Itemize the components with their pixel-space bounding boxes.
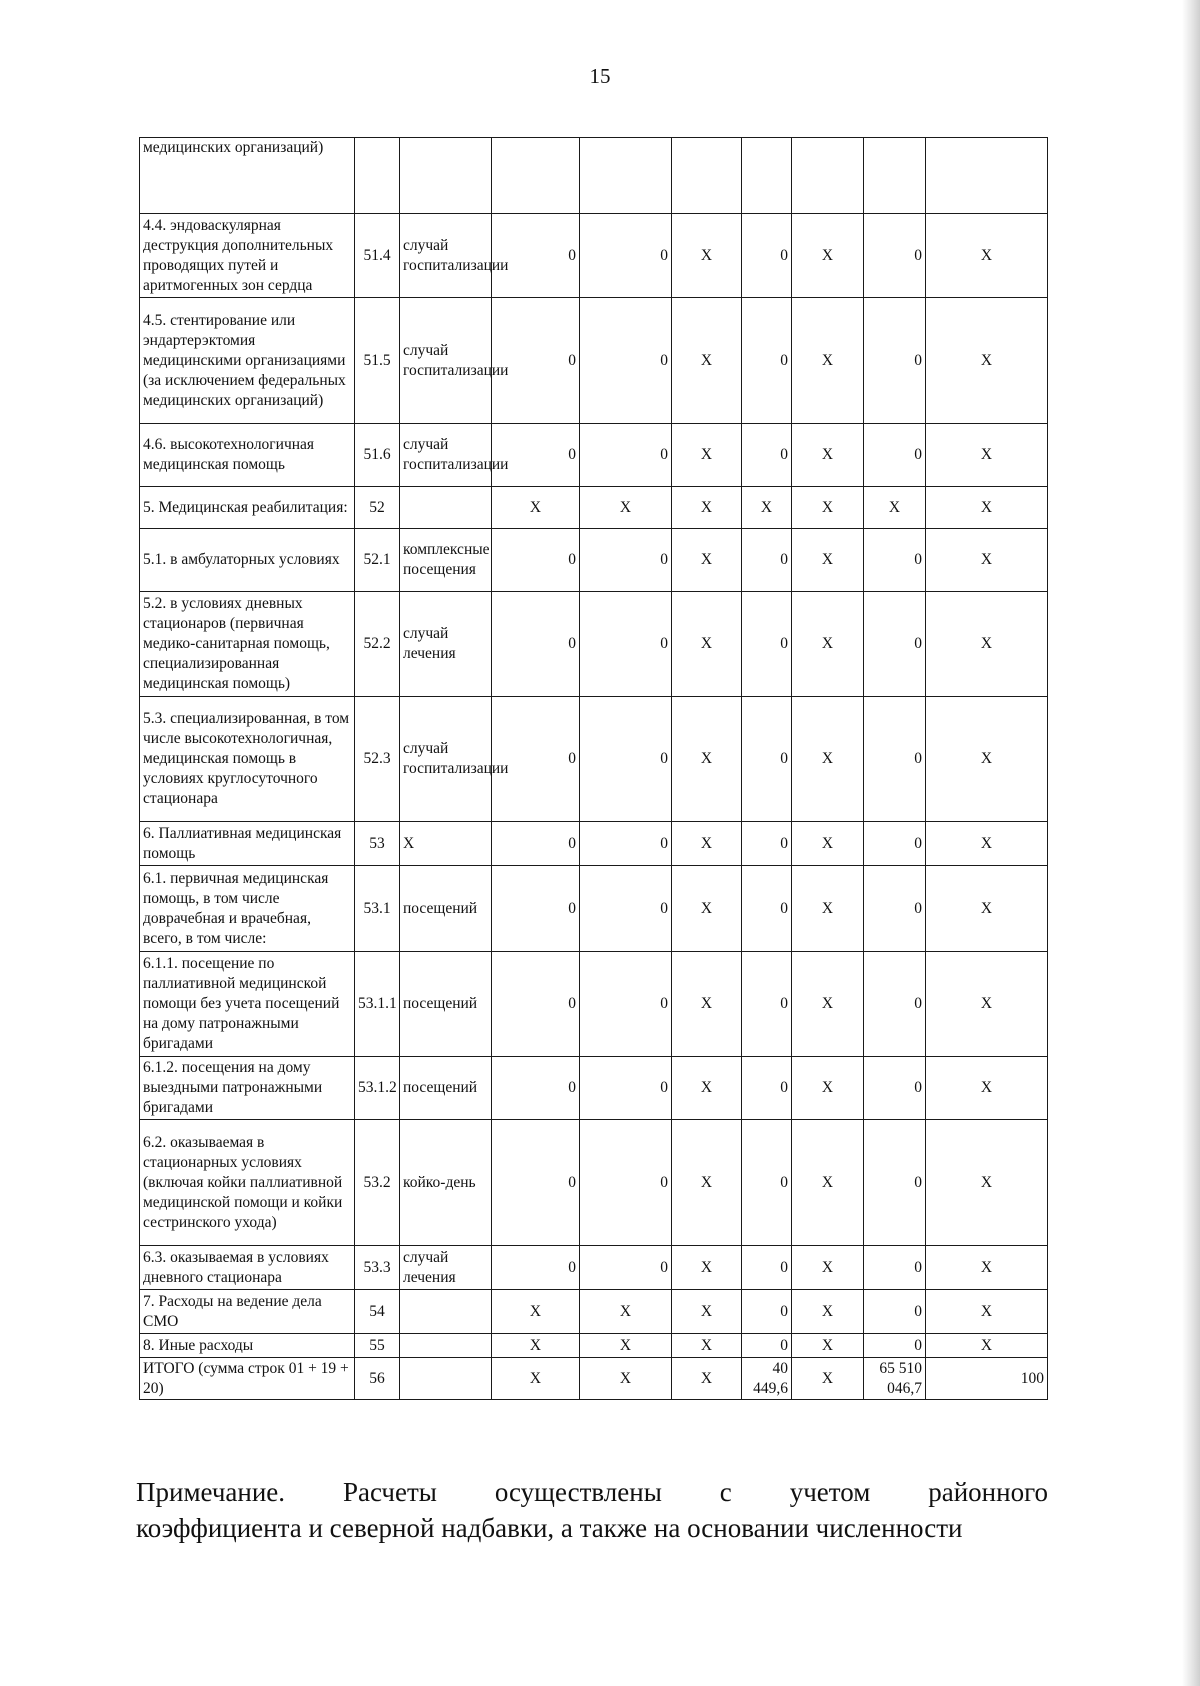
- value-cell: 0: [742, 214, 792, 298]
- value-cell: 0: [580, 866, 672, 952]
- value-cell: 0: [492, 866, 580, 952]
- row-name-cell: 4.6. высокотехнологичная медицинская помощь: [140, 424, 355, 487]
- value-cell: X: [492, 487, 580, 529]
- row-code-cell: 56: [355, 1358, 400, 1400]
- value-cell: X: [672, 697, 742, 822]
- table-row: [140, 487, 1048, 529]
- row-unit-cell: случай госпитализации: [400, 298, 492, 424]
- row-name-cell: 5.1. в амбулаторных условиях: [140, 529, 355, 592]
- value-cell: 0: [742, 1334, 792, 1358]
- row-name-cell: 5. Медицинская реабилитация:: [140, 487, 355, 529]
- row-code-cell: 53.3: [355, 1246, 400, 1290]
- row-name-cell: 6. Паллиативная медицинская помощь: [140, 822, 355, 866]
- value-cell: 0: [742, 1290, 792, 1334]
- row-unit-cell: [400, 487, 492, 529]
- value-cell: X: [742, 487, 792, 529]
- value-cell: X: [792, 487, 864, 529]
- value-cell: X: [580, 1290, 672, 1334]
- row-code-cell: 52.2: [355, 592, 400, 697]
- value-cell: 0: [864, 424, 926, 487]
- row-name-cell: 4.5. стентирование или эндартерэктомия медицинскими организациями (за исключением федеральных медицинских организаций): [140, 298, 355, 424]
- value-cell: X: [926, 592, 1048, 697]
- value-cell: 0: [864, 697, 926, 822]
- row-unit-cell: [400, 138, 492, 214]
- value-cell: X: [926, 424, 1048, 487]
- value-cell: X: [672, 1290, 742, 1334]
- value-cell: X: [792, 592, 864, 697]
- value-cell: X: [792, 1290, 864, 1334]
- value-cell: 0: [580, 1120, 672, 1246]
- row-name-cell: 6.1.1. посещение по паллиативной медицинской помощи без учета посещений на дому патронажными бригадами: [140, 952, 355, 1057]
- value-cell: X: [792, 214, 864, 298]
- value-cell: 0: [492, 529, 580, 592]
- footnote-word: Примечание.: [136, 1477, 286, 1507]
- value-cell: 0: [492, 1120, 580, 1246]
- table-row: [140, 952, 1048, 1057]
- value-cell: X: [492, 1290, 580, 1334]
- value-cell: X: [926, 866, 1048, 952]
- value-cell: X: [672, 424, 742, 487]
- value-cell: [580, 138, 672, 214]
- value-cell: 0: [580, 298, 672, 424]
- value-cell: 0: [742, 592, 792, 697]
- row-name-cell: 5.3. специализированная, в том числе высокотехнологичная, медицинская помощь в условиях круглосуточного стационара: [140, 697, 355, 822]
- value-cell: X: [580, 487, 672, 529]
- table-row: [140, 1120, 1048, 1246]
- value-cell: X: [672, 1246, 742, 1290]
- value-cell: X: [792, 822, 864, 866]
- table-row: [140, 1290, 1048, 1334]
- table-row: [140, 592, 1048, 697]
- value-cell: X: [672, 592, 742, 697]
- table-row: [140, 298, 1048, 424]
- value-cell: 0: [580, 1246, 672, 1290]
- row-name-cell: медицинских организаций): [140, 138, 355, 214]
- value-cell: 0: [864, 1290, 926, 1334]
- value-cell: 0: [864, 1057, 926, 1120]
- value-cell: X: [672, 487, 742, 529]
- value-cell: X: [792, 1120, 864, 1246]
- value-cell: X: [926, 214, 1048, 298]
- scan-edge-shadow: [1182, 0, 1200, 1686]
- value-cell: 0: [864, 1120, 926, 1246]
- value-cell: X: [672, 866, 742, 952]
- table-row: [140, 1246, 1048, 1290]
- row-unit-cell: комплексные посещения: [400, 529, 492, 592]
- row-unit-cell: посещений: [400, 866, 492, 952]
- row-unit-cell: койко-день: [400, 1120, 492, 1246]
- value-cell: X: [792, 1358, 864, 1400]
- value-cell: X: [492, 1358, 580, 1400]
- value-cell: X: [792, 529, 864, 592]
- value-cell: [672, 138, 742, 214]
- value-cell: 0: [864, 1246, 926, 1290]
- row-code-cell: 51.5: [355, 298, 400, 424]
- value-cell: 0: [864, 592, 926, 697]
- value-cell: X: [792, 866, 864, 952]
- value-cell: 0: [580, 529, 672, 592]
- row-unit-cell: посещений: [400, 1057, 492, 1120]
- row-unit-cell: посещений: [400, 952, 492, 1057]
- value-cell: X: [926, 1057, 1048, 1120]
- value-cell: X: [792, 1334, 864, 1358]
- value-cell: X: [672, 529, 742, 592]
- value-cell: 0: [742, 424, 792, 487]
- value-cell: 0: [864, 822, 926, 866]
- table-row: [140, 1057, 1048, 1120]
- value-cell: X: [792, 298, 864, 424]
- row-name-cell: 6.2. оказываемая в стационарных условиях (включая койки паллиативной медицинской помощи и койки сестринского ухода): [140, 1120, 355, 1246]
- value-cell: [926, 138, 1048, 214]
- value-cell: 0: [580, 952, 672, 1057]
- value-cell: 0: [492, 697, 580, 822]
- table-row: [140, 1334, 1048, 1358]
- row-code-cell: 53.1: [355, 866, 400, 952]
- value-cell: 0: [492, 1246, 580, 1290]
- value-cell: 65 510 046,7: [864, 1358, 926, 1400]
- value-cell: X: [672, 1358, 742, 1400]
- footnote-word: учетом: [789, 1477, 871, 1507]
- value-cell: 0: [864, 529, 926, 592]
- table-row: [140, 214, 1048, 298]
- row-unit-cell: случай госпитализации: [400, 214, 492, 298]
- value-cell: 0: [742, 866, 792, 952]
- value-cell: [792, 138, 864, 214]
- table-row: [140, 866, 1048, 952]
- footnote-word: с: [719, 1477, 732, 1507]
- footnote-word: осуществлены: [494, 1477, 662, 1507]
- row-name-cell: 6.3. оказываемая в условиях дневного стационара: [140, 1246, 355, 1290]
- footnote-word: Расчеты: [342, 1477, 437, 1507]
- value-cell: 0: [580, 592, 672, 697]
- value-cell: X: [580, 1358, 672, 1400]
- value-cell: X: [792, 1246, 864, 1290]
- row-unit-cell: [400, 1334, 492, 1358]
- row-unit-cell: случай лечения: [400, 592, 492, 697]
- value-cell: X: [792, 1057, 864, 1120]
- table-row: [140, 822, 1048, 866]
- value-cell: X: [926, 822, 1048, 866]
- value-cell: 40 449,6: [742, 1358, 792, 1400]
- value-cell: 0: [864, 298, 926, 424]
- value-cell: 0: [580, 822, 672, 866]
- table-row: [140, 529, 1048, 592]
- value-cell: 0: [492, 424, 580, 487]
- row-unit-cell: [400, 1358, 492, 1400]
- value-cell: X: [792, 697, 864, 822]
- row-name-cell: 5.2. в условиях дневных стационаров (первичная медико-санитарная помощь, специализированная медицинская помощь): [140, 592, 355, 697]
- row-name-cell: 7. Расходы на ведение дела СМО: [140, 1290, 355, 1334]
- value-cell: 0: [492, 298, 580, 424]
- value-cell: X: [792, 424, 864, 487]
- footnote-line-2: коэффициента и северной надбавки, а также на основании численности: [136, 1513, 963, 1543]
- value-cell: 0: [742, 822, 792, 866]
- value-cell: [864, 138, 926, 214]
- value-cell: 0: [492, 952, 580, 1057]
- table-row: [140, 424, 1048, 487]
- value-cell: 0: [492, 214, 580, 298]
- row-code-cell: 52.3: [355, 697, 400, 822]
- value-cell: X: [926, 1120, 1048, 1246]
- page-number: 15: [589, 64, 611, 88]
- value-cell: X: [926, 1290, 1048, 1334]
- value-cell: 0: [864, 866, 926, 952]
- row-code-cell: 52: [355, 487, 400, 529]
- row-code-cell: 54: [355, 1290, 400, 1334]
- row-code-cell: 55: [355, 1334, 400, 1358]
- row-name-cell: 8. Иные расходы: [140, 1334, 355, 1358]
- value-cell: X: [672, 298, 742, 424]
- row-name-cell: ИТОГО (сумма строк 01 + 19 + 20): [140, 1358, 355, 1400]
- value-cell: X: [580, 1334, 672, 1358]
- value-cell: 0: [580, 697, 672, 822]
- value-cell: 0: [492, 822, 580, 866]
- value-cell: X: [672, 1120, 742, 1246]
- value-cell: X: [926, 697, 1048, 822]
- value-cell: 0: [742, 1057, 792, 1120]
- value-cell: 0: [492, 592, 580, 697]
- row-code-cell: 53.2: [355, 1120, 400, 1246]
- value-cell: X: [926, 1246, 1048, 1290]
- row-code-cell: 51.4: [355, 214, 400, 298]
- value-cell: [492, 138, 580, 214]
- value-cell: 100: [926, 1358, 1048, 1400]
- value-cell: X: [492, 1334, 580, 1358]
- value-cell: X: [926, 952, 1048, 1057]
- value-cell: 0: [492, 1057, 580, 1120]
- row-unit-cell: случай лечения: [400, 1246, 492, 1290]
- row-name-cell: 6.1. первичная медицинская помощь, в том числе доврачебная и врачебная, всего, в том числе:: [140, 866, 355, 952]
- value-cell: X: [926, 1334, 1048, 1358]
- value-cell: 0: [580, 424, 672, 487]
- value-cell: X: [864, 487, 926, 529]
- footnote-word: районного: [928, 1477, 1048, 1507]
- value-cell: 0: [742, 1246, 792, 1290]
- row-code-cell: 51.6: [355, 424, 400, 487]
- row-code-cell: 53: [355, 822, 400, 866]
- value-cell: 0: [580, 1057, 672, 1120]
- table-row: [140, 697, 1048, 822]
- value-cell: X: [672, 214, 742, 298]
- row-code-cell: [355, 138, 400, 214]
- value-cell: 0: [742, 298, 792, 424]
- cost-table: [139, 137, 1048, 1400]
- row-name-cell: 4.4. эндоваскулярная деструкция дополнительных проводящих путей и аритмогенных зон сердца: [140, 214, 355, 298]
- value-cell: X: [672, 952, 742, 1057]
- value-cell: 0: [864, 214, 926, 298]
- value-cell: X: [672, 1334, 742, 1358]
- value-cell: X: [672, 1057, 742, 1120]
- value-cell: 0: [580, 214, 672, 298]
- value-cell: 0: [742, 529, 792, 592]
- value-cell: 0: [864, 1334, 926, 1358]
- row-name-cell: 6.1.2. посещения на дому выездными патронажными бригадами: [140, 1057, 355, 1120]
- row-unit-cell: случай госпитализации: [400, 424, 492, 487]
- row-code-cell: 53.1.1: [355, 952, 400, 1057]
- row-code-cell: 53.1.2: [355, 1057, 400, 1120]
- value-cell: X: [926, 487, 1048, 529]
- footnote-line-1: [136, 1474, 1048, 1510]
- footnote: [136, 1474, 1048, 1546]
- value-cell: 0: [742, 1120, 792, 1246]
- value-cell: X: [926, 529, 1048, 592]
- value-cell: X: [792, 952, 864, 1057]
- row-unit-cell: X: [400, 822, 492, 866]
- value-cell: X: [926, 298, 1048, 424]
- value-cell: X: [672, 822, 742, 866]
- value-cell: 0: [742, 697, 792, 822]
- table-row: [140, 138, 1048, 214]
- value-cell: 0: [742, 952, 792, 1057]
- table-row: [140, 1358, 1048, 1400]
- value-cell: [742, 138, 792, 214]
- value-cell: 0: [864, 952, 926, 1057]
- row-unit-cell: случай госпитализации: [400, 697, 492, 822]
- row-unit-cell: [400, 1290, 492, 1334]
- row-code-cell: 52.1: [355, 529, 400, 592]
